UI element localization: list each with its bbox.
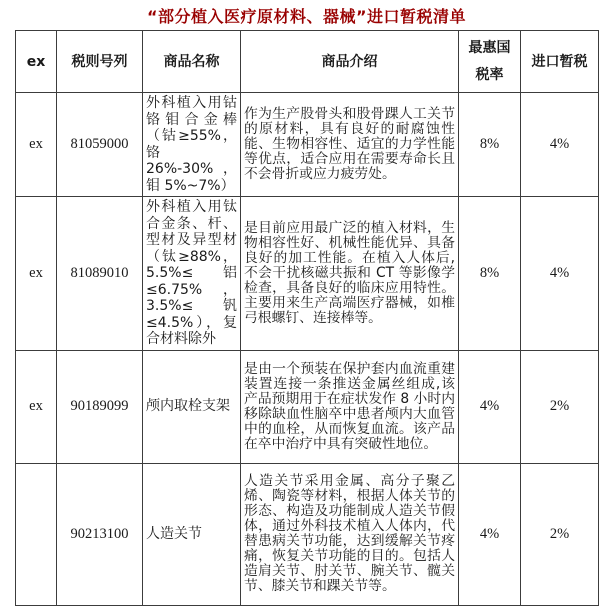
cell-mfn-rate: 8%: [459, 93, 521, 197]
cell-ex: [16, 463, 57, 605]
cell-product-intro: 人造关节采用金属、高分子聚乙烯、陶瓷等材料，根据人体关节的形态、构造及功能制成人造关节假体，通过外科技术植入人体内，代替患病关节功能，达到缓解关节疼痛，恢复关节功能的目的。包括人造肩关节、肘关节、腕关节、髋关节、膝关节和踝关节等。: [241, 463, 459, 605]
table-row: [16, 463, 599, 605]
table-row: [16, 93, 599, 197]
cell-ex: ex: [16, 350, 57, 463]
cell-tariff-code: 81059000: [57, 93, 143, 197]
cell-import-temp-rate: 4%: [521, 93, 599, 197]
cell-mfn-rate: 4%: [459, 463, 521, 605]
cell-tariff-code: 81089010: [57, 197, 143, 351]
header-product-intro: 商品介绍: [241, 31, 459, 93]
cell-product-intro: 是目前应用最广泛的植入材料，生物相容性好、机械性能优异、具备良好的加工性能。在植入人体后,不会干扰核磁共振和 CT 等影像学检查，具备良好的临床应用特性。主要用来生产高端医疗器械，如椎弓根螺钉、连接棒等。: [241, 197, 459, 351]
cell-product-intro: 是由一个预装在保护套内血流重建装置连接一条推送金属丝组成,该产品预期用于在症状发作 8 小时内移除缺血性脑卒中患者颅内大血管中的血栓，从而恢复血流。该产品在卒中治疗中具有突破性地位。: [241, 350, 459, 463]
cell-product-name: 外科植入用钛合金条、杆、型材及异型材（钛≥88%，5.5%≤铝≤6.75%，3.5%≤钒≤4.5%），复合材料除外: [143, 197, 241, 351]
cell-product-name: 外科植入用钴铬钼合金棒（钴≥55%，铬 26%-30%，钼 5%~7%）: [143, 93, 241, 197]
cell-mfn-rate: 8%: [459, 197, 521, 351]
header-mfn-rate: [459, 31, 521, 93]
header-tariff-code: 税则号列: [57, 31, 143, 93]
cell-tariff-code: 90213100: [57, 463, 143, 605]
tariff-table: [15, 30, 599, 606]
header-mfn-rate-line1: 最惠国: [468, 39, 511, 56]
cell-tariff-code: 90189099: [57, 350, 143, 463]
header-import-temp-rate: 进口暂税: [521, 31, 599, 93]
cell-ex: ex: [16, 93, 57, 197]
cell-product-name: 颅内取栓支架: [143, 350, 241, 463]
cell-import-temp-rate: 2%: [521, 350, 599, 463]
cell-product-intro: 作为生产股骨头和股骨踝人工关节的原材料，具有良好的耐腐蚀性能、生物相容性、适宜的力学性能等优点，适合应用在需要寿命长且不会骨折或应力疲劳处。: [241, 93, 459, 197]
cell-import-temp-rate: 4%: [521, 197, 599, 351]
header-mfn-rate-line2: 税率: [475, 66, 504, 83]
cell-product-name: 人造关节: [143, 463, 241, 605]
cell-import-temp-rate: 2%: [521, 463, 599, 605]
table-header-row: [16, 31, 599, 93]
table-row: [16, 197, 599, 351]
table-row: [16, 350, 599, 463]
page-title: “部分植入医疗原材料、器械”进口暂税清单: [146, 7, 467, 26]
cell-mfn-rate: 4%: [459, 350, 521, 463]
cell-ex: ex: [16, 197, 57, 351]
header-ex: ex: [16, 31, 57, 93]
header-product-name: 商品名称: [143, 31, 241, 93]
